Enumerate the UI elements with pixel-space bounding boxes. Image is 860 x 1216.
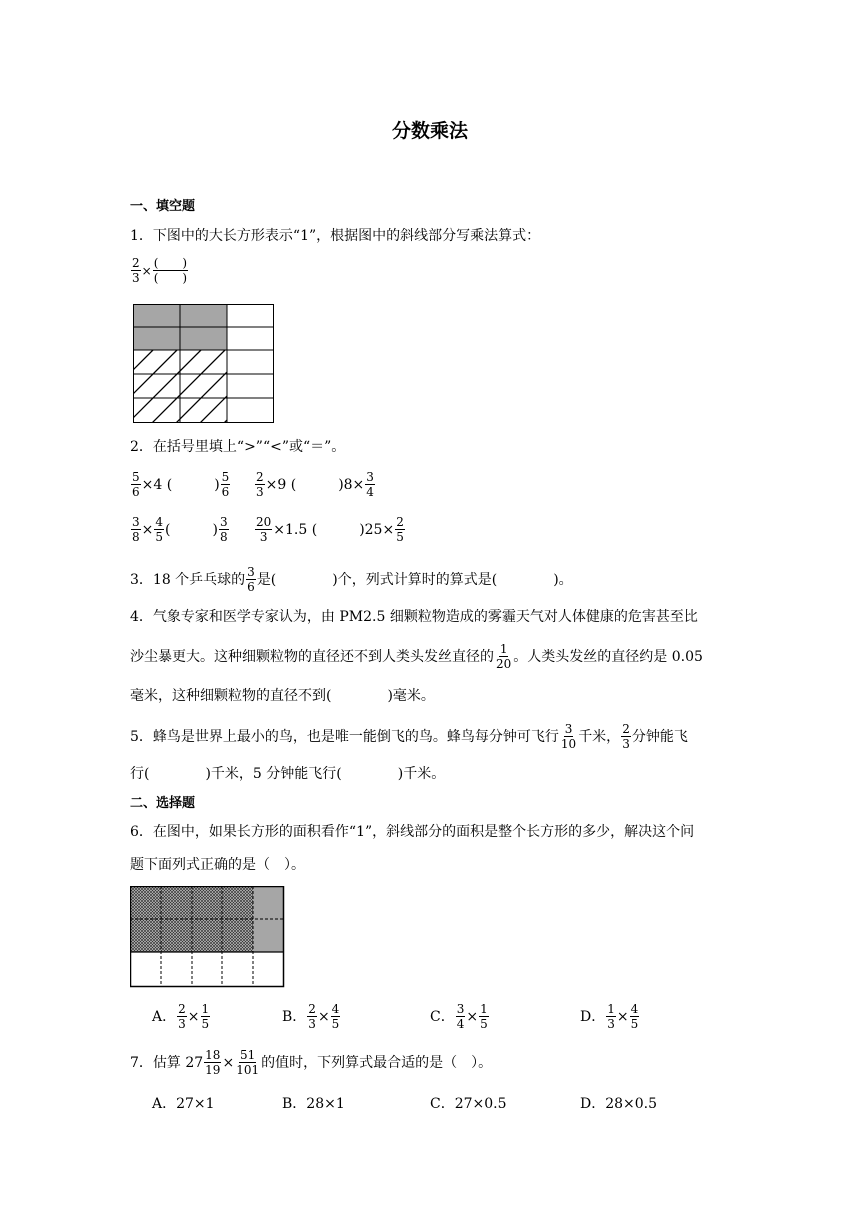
question-2c: $\frac{3}{8}$ × $\frac{4}{5}$ ( ) $\frac{3}{8}$ [132,515,228,544]
option-d[interactable]: D． $\frac{1}{3}$ × $\frac{4}{5}$ [580,1002,639,1031]
answer-blanks[interactable]: 是( )个，列式计算时的算式是( )。 [256,571,573,588]
question-2-text: 2．在括号里填上“>”“<”或“＝”。 [130,439,346,455]
answer-blank[interactable]: ×9 ( )8× [265,476,365,493]
option-b[interactable]: B． $\frac{2}{3}$ × $\frac{4}{5}$ [282,1002,340,1031]
hatched-region [133,350,275,424]
question-2b: $\frac{2}{3}$ ×9 ( )8× $\frac{3}{4}$ [256,470,374,499]
question-6-line2: 题下面列式正确的是（ ）。 [130,857,305,873]
question-4-line1: 4．气象专家和医学专家认为，由 PM2.5 细颗粒物造成的雾霾天气对人体健康的危害甚至比 [130,609,698,625]
question-6-line1: 6．在图中，如果长方形的面积看作“1”，斜线部分的面积是整个长方形的多少，解决这个问 [130,824,695,840]
question-1-formula: $\frac{2}{3}$ × $\frac{( )}{( )}$ [132,256,188,285]
question-1-text: 1．下图中的大长方形表示“1”，根据图中的斜线部分写乘法算式： [130,228,541,244]
option-a[interactable]: A．27×1 [152,1096,215,1112]
question-6-figure [130,886,286,988]
option-c[interactable]: C． $\frac{3}{4}$ × $\frac{1}{5}$ [430,1002,488,1031]
option-c[interactable]: C．27×0.5 [430,1096,507,1112]
question-5-line1: 5．蜂鸟是世界上最小的鸟，也是唯一能倒飞的鸟。蜂鸟每分钟可飞行 $\frac{3}{10}$ 千米， $\frac{2}{3}$ 分钟能飞 [130,722,688,751]
question-4-line2: 沙尘暴更大。这种细颗粒物的直径还不到人类头发丝直径的 $\frac{1}{20}$ 。人类头发丝的直径约是 0.05 [130,642,703,671]
option-b[interactable]: B．28×1 [282,1096,345,1112]
page-title: 分数乘法 [391,120,468,142]
section-fill-in: 一、填空题 [130,199,196,214]
question-5-line2[interactable]: 行( )千米，5 分钟能飞行( )千米。 [130,766,446,782]
answer-blank[interactable]: ×1.5 ( )25× [273,521,395,538]
question-4-line3[interactable]: 毫米，这种细颗粒物的直径不到( )毫米。 [130,688,435,704]
section-choice: 二、选择题 [130,796,196,811]
answer-blank[interactable]: ( ) [165,521,218,538]
question-2a: $\frac{5}{6}$ ×4 ( ) $\frac{5}{6}$ [132,470,230,499]
question-1-figure [133,304,275,424]
question-7: 7．估算 27 $\frac{18}{19}$ × $\frac{51}{101}$ 的值时，下列算式最合适的是（ ）。 [130,1048,493,1077]
option-d[interactable]: D．28×0.5 [580,1096,658,1112]
question-3: 3．18 个乒乓球的 $\frac{3}{6}$ 是( )个，列式计算时的算式是( )。 [130,565,573,594]
answer-blank[interactable]: ×4 ( ) [141,476,220,493]
option-a[interactable]: A． $\frac{2}{3}$ × $\frac{1}{5}$ [152,1002,210,1031]
question-2d: $\frac{20}{3}$ ×1.5 ( )25× $\frac{2}{5}$ [256,515,404,544]
fraction: $\frac{2}{3}$ [132,256,140,285]
answer-blank-fraction[interactable]: $\frac{( )}{( )}$ [153,256,188,285]
